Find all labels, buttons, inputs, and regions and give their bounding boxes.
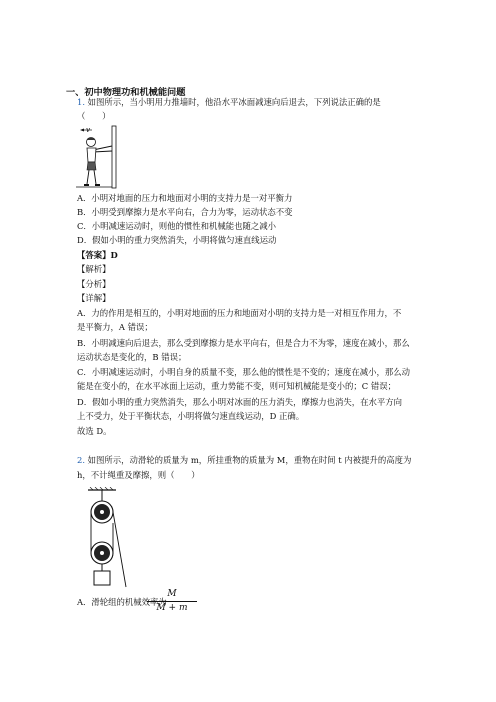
q1-detail-line: 上不受力，处于平衡状态，小明将做匀速直线运动，D 正确。	[77, 411, 305, 421]
q1-detail-line: A．力的作用是相互的，小明对地面的压力和地面对小明的支持力是一对相互作用力，不	[77, 308, 402, 318]
q1-fig-wall	[112, 126, 116, 188]
q1-jiexi-label: 【解析】	[77, 264, 111, 274]
q1-fig-leg-right	[94, 170, 96, 184]
q1-stem-line1	[77, 97, 381, 108]
q1-detail-line: C．小明减速运动时，小明自身的质量不变，那么他的惯性是不变的；速度在减小，那么动	[77, 367, 411, 377]
q1-option-c: C．小明减速运动时，则他的惯性和机械能也随之减小	[77, 221, 277, 231]
q1-fig-shoe-left	[84, 184, 89, 186]
q1-fig-arrow-head	[80, 129, 84, 132]
q2-stem-line2: h，不计绳重及摩擦，则（ ）	[77, 470, 200, 480]
q1-option-b: B．小明受到摩擦力是水平向右，合力为零，运动状态不变	[77, 207, 293, 217]
fraction-bar	[147, 601, 197, 602]
q1-fig-shorts	[87, 162, 96, 170]
q1-number: 1.	[77, 97, 85, 107]
q2-stem-line1	[77, 455, 411, 466]
section-title: 一、初中物理功和机械能问题	[66, 87, 186, 98]
q1-fig-hair	[87, 138, 95, 141]
q2-stem-text: 如图所示，动滑轮的质量为 m，所挂重物的质量为 M，重物在时间 t 内被提升的高度为	[87, 455, 412, 465]
q1-stem-text: 如图所示，当小明用力推墙时，他沿水平冰面减速向后退去，下列说法正确的是	[87, 97, 381, 107]
q1-fenxi-label: 【分析】	[77, 279, 111, 289]
fraction-numerator: M	[167, 589, 177, 599]
q2-option-a: A．滑轮组的机械效率为	[77, 597, 167, 607]
q2-fig-movable-pulley-axle	[100, 551, 104, 555]
q1-detail-line: D．假如小明的重力突然消失，那么小明对冰面的压力消失，摩擦力也消失，在水平方向	[77, 397, 402, 407]
q1-detail-line: 是平衡力，A 错误；	[77, 322, 153, 332]
q2-number: 2.	[77, 455, 85, 465]
q1-answer: 【答案】D	[77, 250, 118, 260]
fraction-denominator: M + m	[156, 603, 188, 613]
q1-detail-line: 运动状态是变化的，B 错误；	[77, 352, 187, 362]
q1-detail-line: 能是在变小的，在水平冰面上运动，重力势能不变，则可知机械能是变小的；C 错误；	[77, 381, 396, 391]
q1-detail-line: B．小明减速向后退去，那么受到摩擦力是水平向右，但是合力不为零，速度在减小，那么	[77, 338, 410, 348]
q1-xiangjie-label: 【详解】	[77, 293, 111, 303]
q2-figure-pulley-system	[84, 487, 132, 589]
q1-fig-velocity-label: v	[86, 126, 90, 134]
q1-fig-torso	[87, 148, 96, 162]
q2-option-a-fraction	[147, 589, 197, 614]
q1-option-d: D．假如小明的重力突然消失，小明将做匀速直线运动	[77, 235, 277, 245]
q2-fig-fixed-pulley-axle	[100, 510, 104, 514]
q2-fig-weight-block	[94, 571, 110, 585]
q1-figure-boy-pushing-wall	[76, 124, 126, 190]
q1-fig-leg-left	[87, 170, 89, 184]
q2-fig-rope-free-end	[113, 512, 126, 587]
q1-option-a: A．小明对地面的压力和地面对小明的支持力是一对平衡力	[77, 193, 293, 203]
q1-fig-shoe-right	[95, 184, 100, 186]
q1-stem-line2: （ ）	[77, 111, 111, 121]
q1-detail-line: 故选 D。	[77, 426, 112, 436]
